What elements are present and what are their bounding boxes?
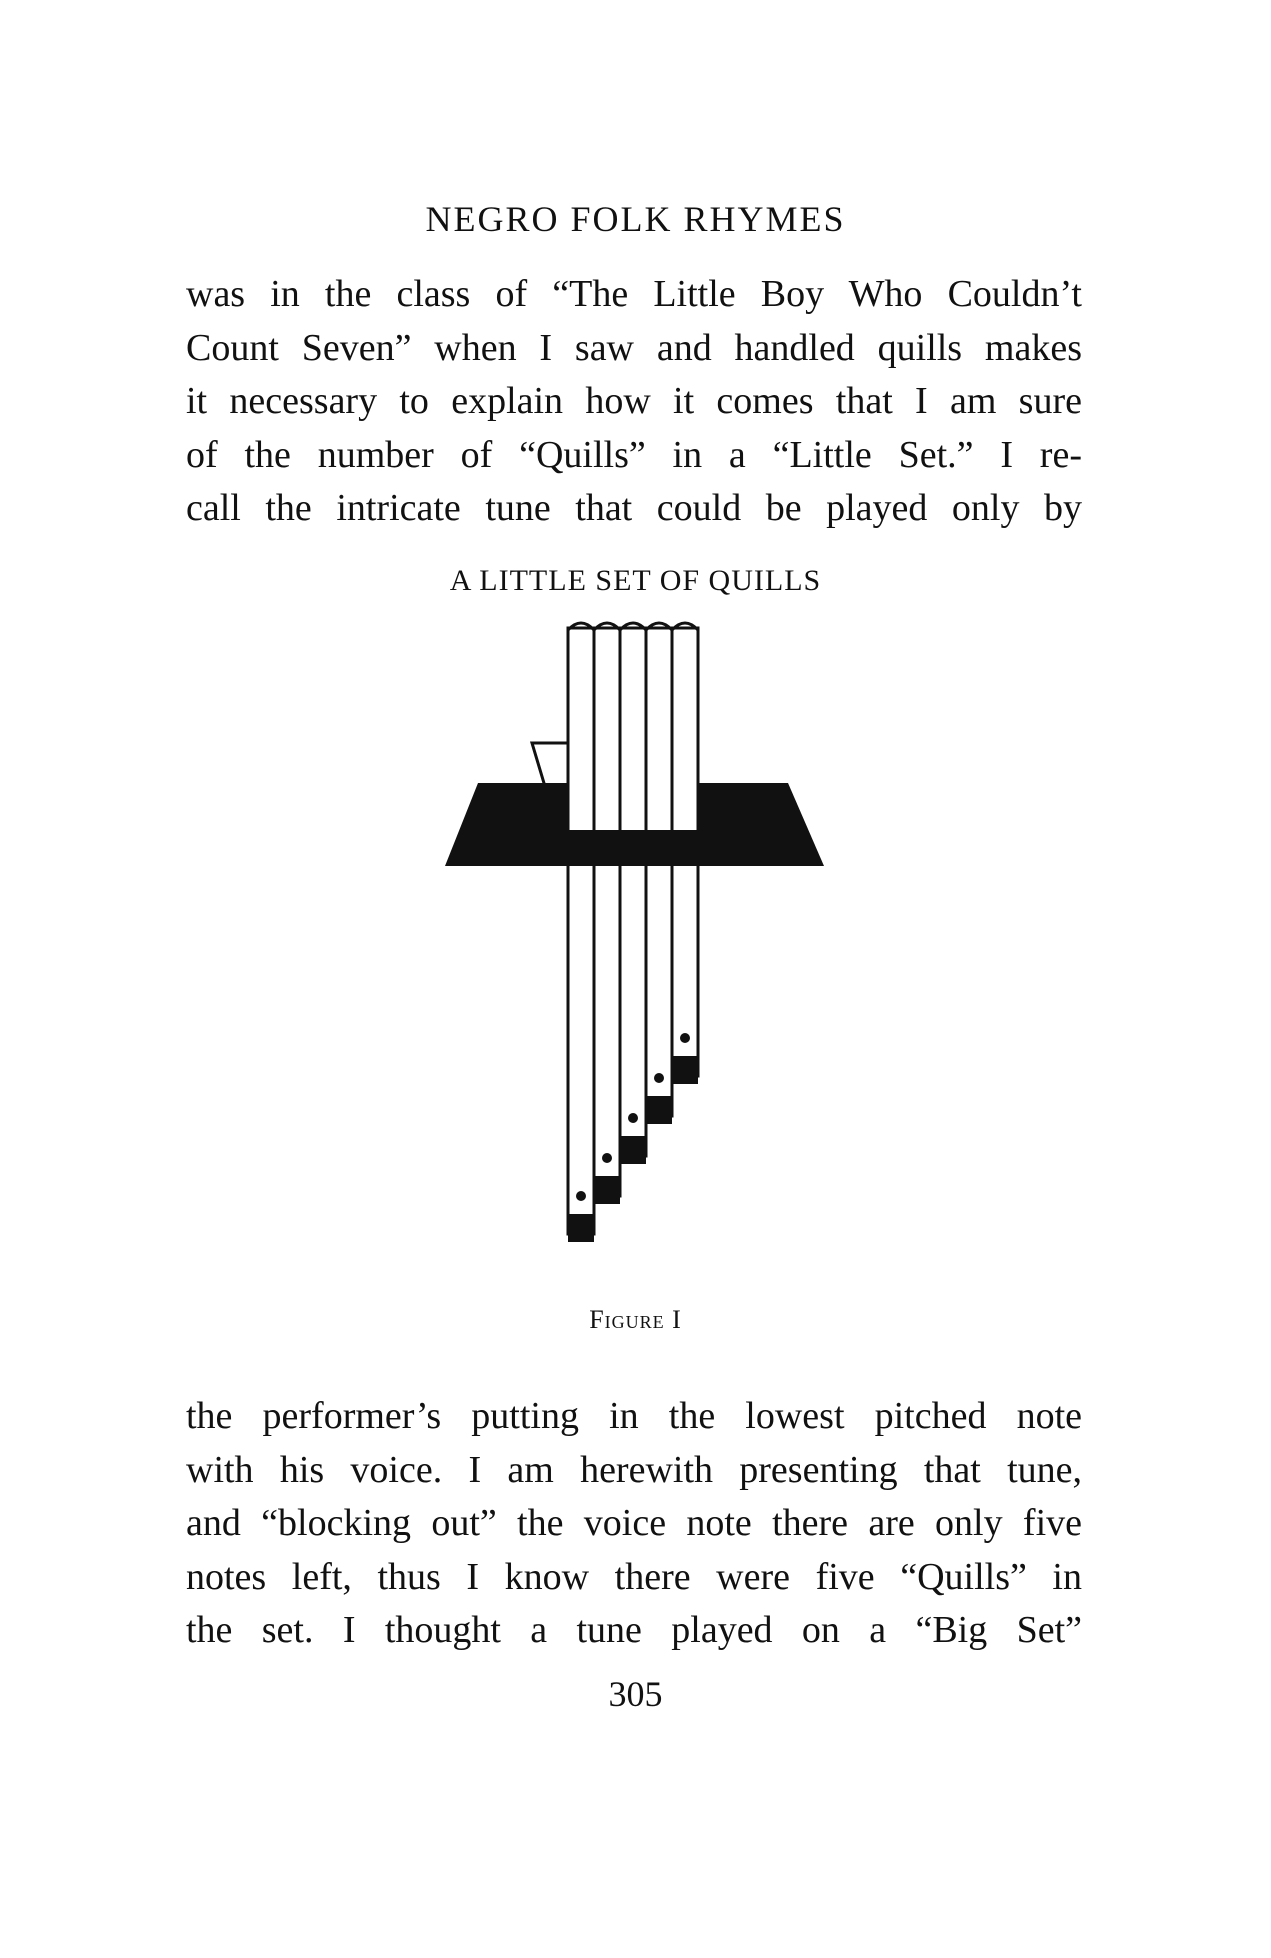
running-head: NEGRO FOLK RHYMES — [425, 199, 846, 239]
text-line: with his voice. I am herewith presenting that tune, — [186, 1448, 1082, 1491]
text-line: the performer’s putting in the lowest pitched note — [186, 1395, 1082, 1437]
quill-pipe-4 — [646, 628, 672, 1124]
quill-pipe-1 — [568, 628, 594, 1242]
figure-caption: Figure I — [589, 1305, 682, 1334]
text-line: Count Seven” when I saw and handled quills makes — [186, 326, 1082, 369]
text-line: and “blocking out” the voice note there are only five — [186, 1502, 1082, 1544]
quills-binding-front — [568, 830, 698, 866]
text-line: of the number of “Quills” in a “Little Set.” I re- — [186, 433, 1082, 476]
paragraph-top — [186, 268, 1082, 536]
figure-title: A LITTLE SET OF QUILLS — [449, 564, 822, 597]
quills-illustration — [440, 608, 840, 1268]
quill-pipe-3 — [620, 628, 646, 1164]
text-line: the set. I thought a tune played on a “Big Set” — [186, 1609, 1082, 1651]
quill-pipe-2 — [594, 628, 620, 1204]
page-number: 305 — [608, 1674, 663, 1714]
text-line: it necessary to explain how it comes that I am sure — [186, 380, 1082, 422]
text-line: notes left, thus I know there were five “Quills” in — [186, 1555, 1082, 1598]
paragraph-bottom — [186, 1390, 1082, 1658]
text-line: call the intricate tune that could be played only by — [186, 487, 1082, 529]
text-line: was in the class of “The Little Boy Who Couldn’t — [186, 273, 1082, 315]
